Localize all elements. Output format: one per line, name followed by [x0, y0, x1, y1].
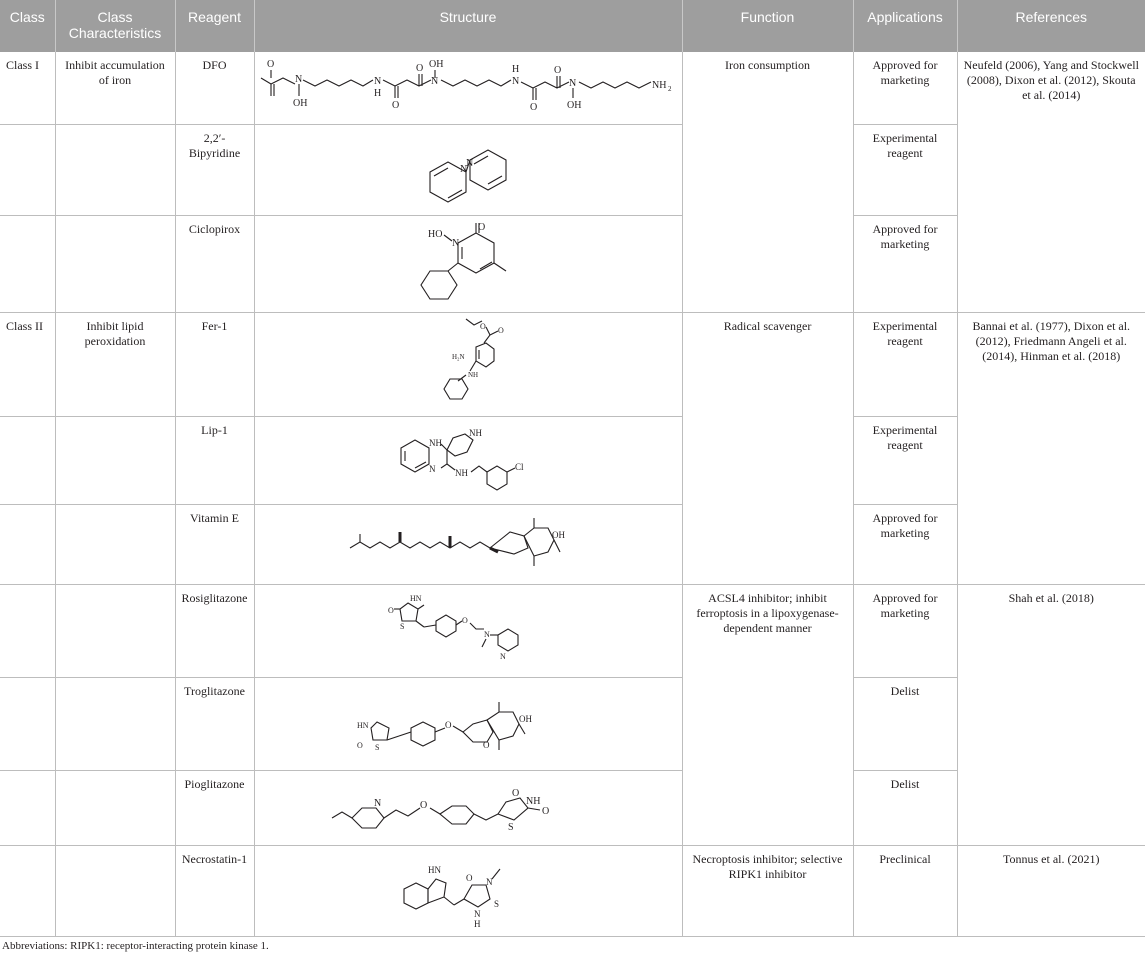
svg-text:HN: HN [357, 720, 369, 730]
reagent-cell: 2,2′-Bipyridine [175, 124, 254, 215]
application-cell: Delist [853, 677, 957, 770]
svg-text:O: O [512, 787, 520, 799]
characteristics-cell [55, 845, 175, 936]
class-cell [0, 845, 55, 936]
characteristics-cell [55, 504, 175, 584]
application-cell: Experimental reagent [853, 312, 957, 416]
svg-text:H: H [474, 918, 481, 929]
svg-text:O: O [392, 99, 400, 111]
svg-text:N: N [452, 237, 460, 249]
svg-text:Cl: Cl [515, 462, 524, 472]
svg-text:NH: NH [468, 371, 479, 379]
svg-text:O: O [483, 739, 490, 750]
svg-text:HN: HN [410, 593, 422, 603]
svg-text:O: O [267, 58, 275, 70]
ciclopirox-structure-image [408, 221, 528, 307]
table-header-row [0, 0, 1145, 52]
svg-text:O: O [530, 101, 538, 113]
svg-text:N: N [500, 651, 506, 661]
svg-text:N: N [431, 75, 439, 87]
structure-lip-1 [254, 416, 682, 504]
svg-text:O: O [445, 719, 452, 730]
svg-text:HN: HN [428, 864, 441, 875]
svg-text:N: N [484, 629, 490, 639]
svg-text:OH: OH [429, 58, 444, 70]
structure-dfo [254, 52, 682, 124]
svg-text:OH: OH [552, 530, 565, 540]
function-cell: ACSL4 inhibitor; inhibit ferroptosis in a lipoxygenase-dependent manner [682, 584, 853, 845]
svg-text:2: 2 [668, 84, 672, 93]
application-cell: Preclinical [853, 845, 957, 936]
reagent-cell: Troglitazone [175, 677, 254, 770]
characteristics-cell [55, 124, 175, 215]
vitamin-e-structure-image [348, 508, 588, 580]
characteristics-cell [55, 215, 175, 312]
header-class: Class [0, 0, 55, 52]
svg-text:S: S [494, 898, 500, 909]
structure-fer-1 [254, 312, 682, 416]
function-cell: Iron consumption [682, 52, 853, 312]
bipyridine-structure-image [408, 132, 528, 208]
reference-cell: Bannai et al. (1977), Dixon et al. (2012), Friedmann Angeli et al. (2014), Hinman et al. (2018) [957, 312, 1145, 584]
application-cell: Approved for marketing [853, 584, 957, 677]
reagent-cell: Lip-1 [175, 416, 254, 504]
svg-text:N: N [512, 75, 520, 87]
function-cell: Radical scavenger [682, 312, 853, 584]
characteristics-cell [55, 584, 175, 677]
class-cell: Class II [0, 312, 55, 416]
table-footnote: Abbreviations: RIPK1: receptor-interacting protein kinase 1. [2, 940, 269, 952]
svg-text:H₂N: H₂N [452, 353, 465, 361]
svg-text:S: S [508, 821, 514, 833]
structure-troglitazone [254, 677, 682, 770]
header-class-characteristics: Class Characteristics [55, 0, 175, 52]
table-row [0, 845, 1145, 936]
header-structure: Structure [254, 0, 682, 52]
svg-text:O: O [420, 799, 428, 811]
class-cell [0, 584, 55, 677]
svg-text:O: O [462, 615, 468, 625]
svg-text:NH: NH [429, 438, 442, 448]
svg-text:O: O [498, 326, 504, 335]
troglitazone-structure-image [353, 682, 583, 766]
header-references: References [957, 0, 1145, 52]
necrostatin-1-structure-image [398, 849, 538, 933]
reagent-cell: DFO [175, 52, 254, 124]
characteristics-cell [55, 770, 175, 845]
svg-text:N: N [374, 75, 382, 87]
svg-text:O: O [416, 62, 424, 74]
svg-text:N: N [460, 163, 468, 175]
svg-text:O: O [480, 322, 486, 331]
svg-text:O: O [466, 872, 473, 883]
reagent-cell: Ciclopirox [175, 215, 254, 312]
reagent-cell: Vitamin E [175, 504, 254, 584]
class-cell: Class I [0, 52, 55, 124]
svg-text:N: N [466, 157, 474, 169]
svg-text:O: O [478, 221, 486, 233]
class-cell [0, 677, 55, 770]
reference-cell: Tonnus et al. (2021) [957, 845, 1145, 936]
class-cell [0, 416, 55, 504]
svg-text:N: N [429, 464, 436, 474]
svg-text:NH: NH [455, 468, 468, 478]
structure-rosiglitazone [254, 584, 682, 677]
table-row [0, 52, 1145, 124]
application-cell: Delist [853, 770, 957, 845]
reference-cell: Neufeld (2006), Yang and Stockwell (2008), Dixon et al. (2012), Skouta et al. (2014) [957, 52, 1145, 312]
class-cell [0, 124, 55, 215]
application-cell: Experimental reagent [853, 416, 957, 504]
svg-text:O: O [388, 605, 394, 615]
structure-pioglitazone [254, 770, 682, 845]
svg-text:O: O [554, 64, 562, 76]
structure-bipyridine [254, 124, 682, 215]
svg-text:NH: NH [652, 79, 667, 91]
svg-text:O: O [357, 740, 363, 750]
function-cell: Necroptosis inhibitor; selective RIPK1 inhibitor [682, 845, 853, 936]
class-cell [0, 770, 55, 845]
application-cell: Experimental reagent [853, 124, 957, 215]
svg-text:H: H [512, 63, 520, 75]
characteristics-cell [55, 416, 175, 504]
reagent-cell: Fer-1 [175, 312, 254, 416]
pioglitazone-structure-image [328, 774, 608, 842]
lip-1-structure-image [393, 420, 543, 500]
characteristics-cell: Inhibit lipid peroxidation [55, 312, 175, 416]
svg-text:N: N [295, 73, 303, 85]
application-cell: Approved for marketing [853, 52, 957, 124]
svg-text:OH: OH [293, 97, 308, 109]
svg-text:H: H [374, 87, 382, 99]
class-cell [0, 504, 55, 584]
structure-ciclopirox [254, 215, 682, 312]
header-reagent: Reagent [175, 0, 254, 52]
svg-text:N: N [486, 876, 493, 887]
svg-text:N: N [374, 797, 382, 809]
characteristics-cell [55, 677, 175, 770]
application-cell: Approved for marketing [853, 215, 957, 312]
reagent-cell: Necrostatin-1 [175, 845, 254, 936]
svg-text:N: N [474, 908, 481, 919]
structure-necrostatin-1 [254, 845, 682, 936]
rosiglitazone-structure-image [378, 589, 558, 673]
svg-text:OH: OH [567, 99, 582, 111]
structure-vitamin-e [254, 504, 682, 584]
application-cell: Approved for marketing [853, 504, 957, 584]
characteristics-cell: Inhibit accumulation of iron [55, 52, 175, 124]
reagent-cell: Rosiglitazone [175, 584, 254, 677]
class-cell [0, 215, 55, 312]
header-function: Function [682, 0, 853, 52]
svg-text:HO: HO [428, 228, 443, 240]
table-row [0, 312, 1145, 416]
reference-cell: Shah et al. (2018) [957, 584, 1145, 845]
dfo-structure-image [255, 58, 681, 118]
svg-text:O: O [542, 805, 550, 817]
reagent-cell: Pioglitazone [175, 770, 254, 845]
svg-text:S: S [400, 621, 405, 631]
fer-1-structure-image [418, 315, 518, 413]
svg-text:NH: NH [526, 795, 541, 807]
header-applications: Applications [853, 0, 957, 52]
svg-text:S: S [375, 742, 380, 752]
table-row [0, 584, 1145, 677]
svg-text:N: N [569, 77, 577, 89]
svg-text:OH: OH [519, 713, 532, 724]
svg-text:NH: NH [469, 428, 482, 438]
